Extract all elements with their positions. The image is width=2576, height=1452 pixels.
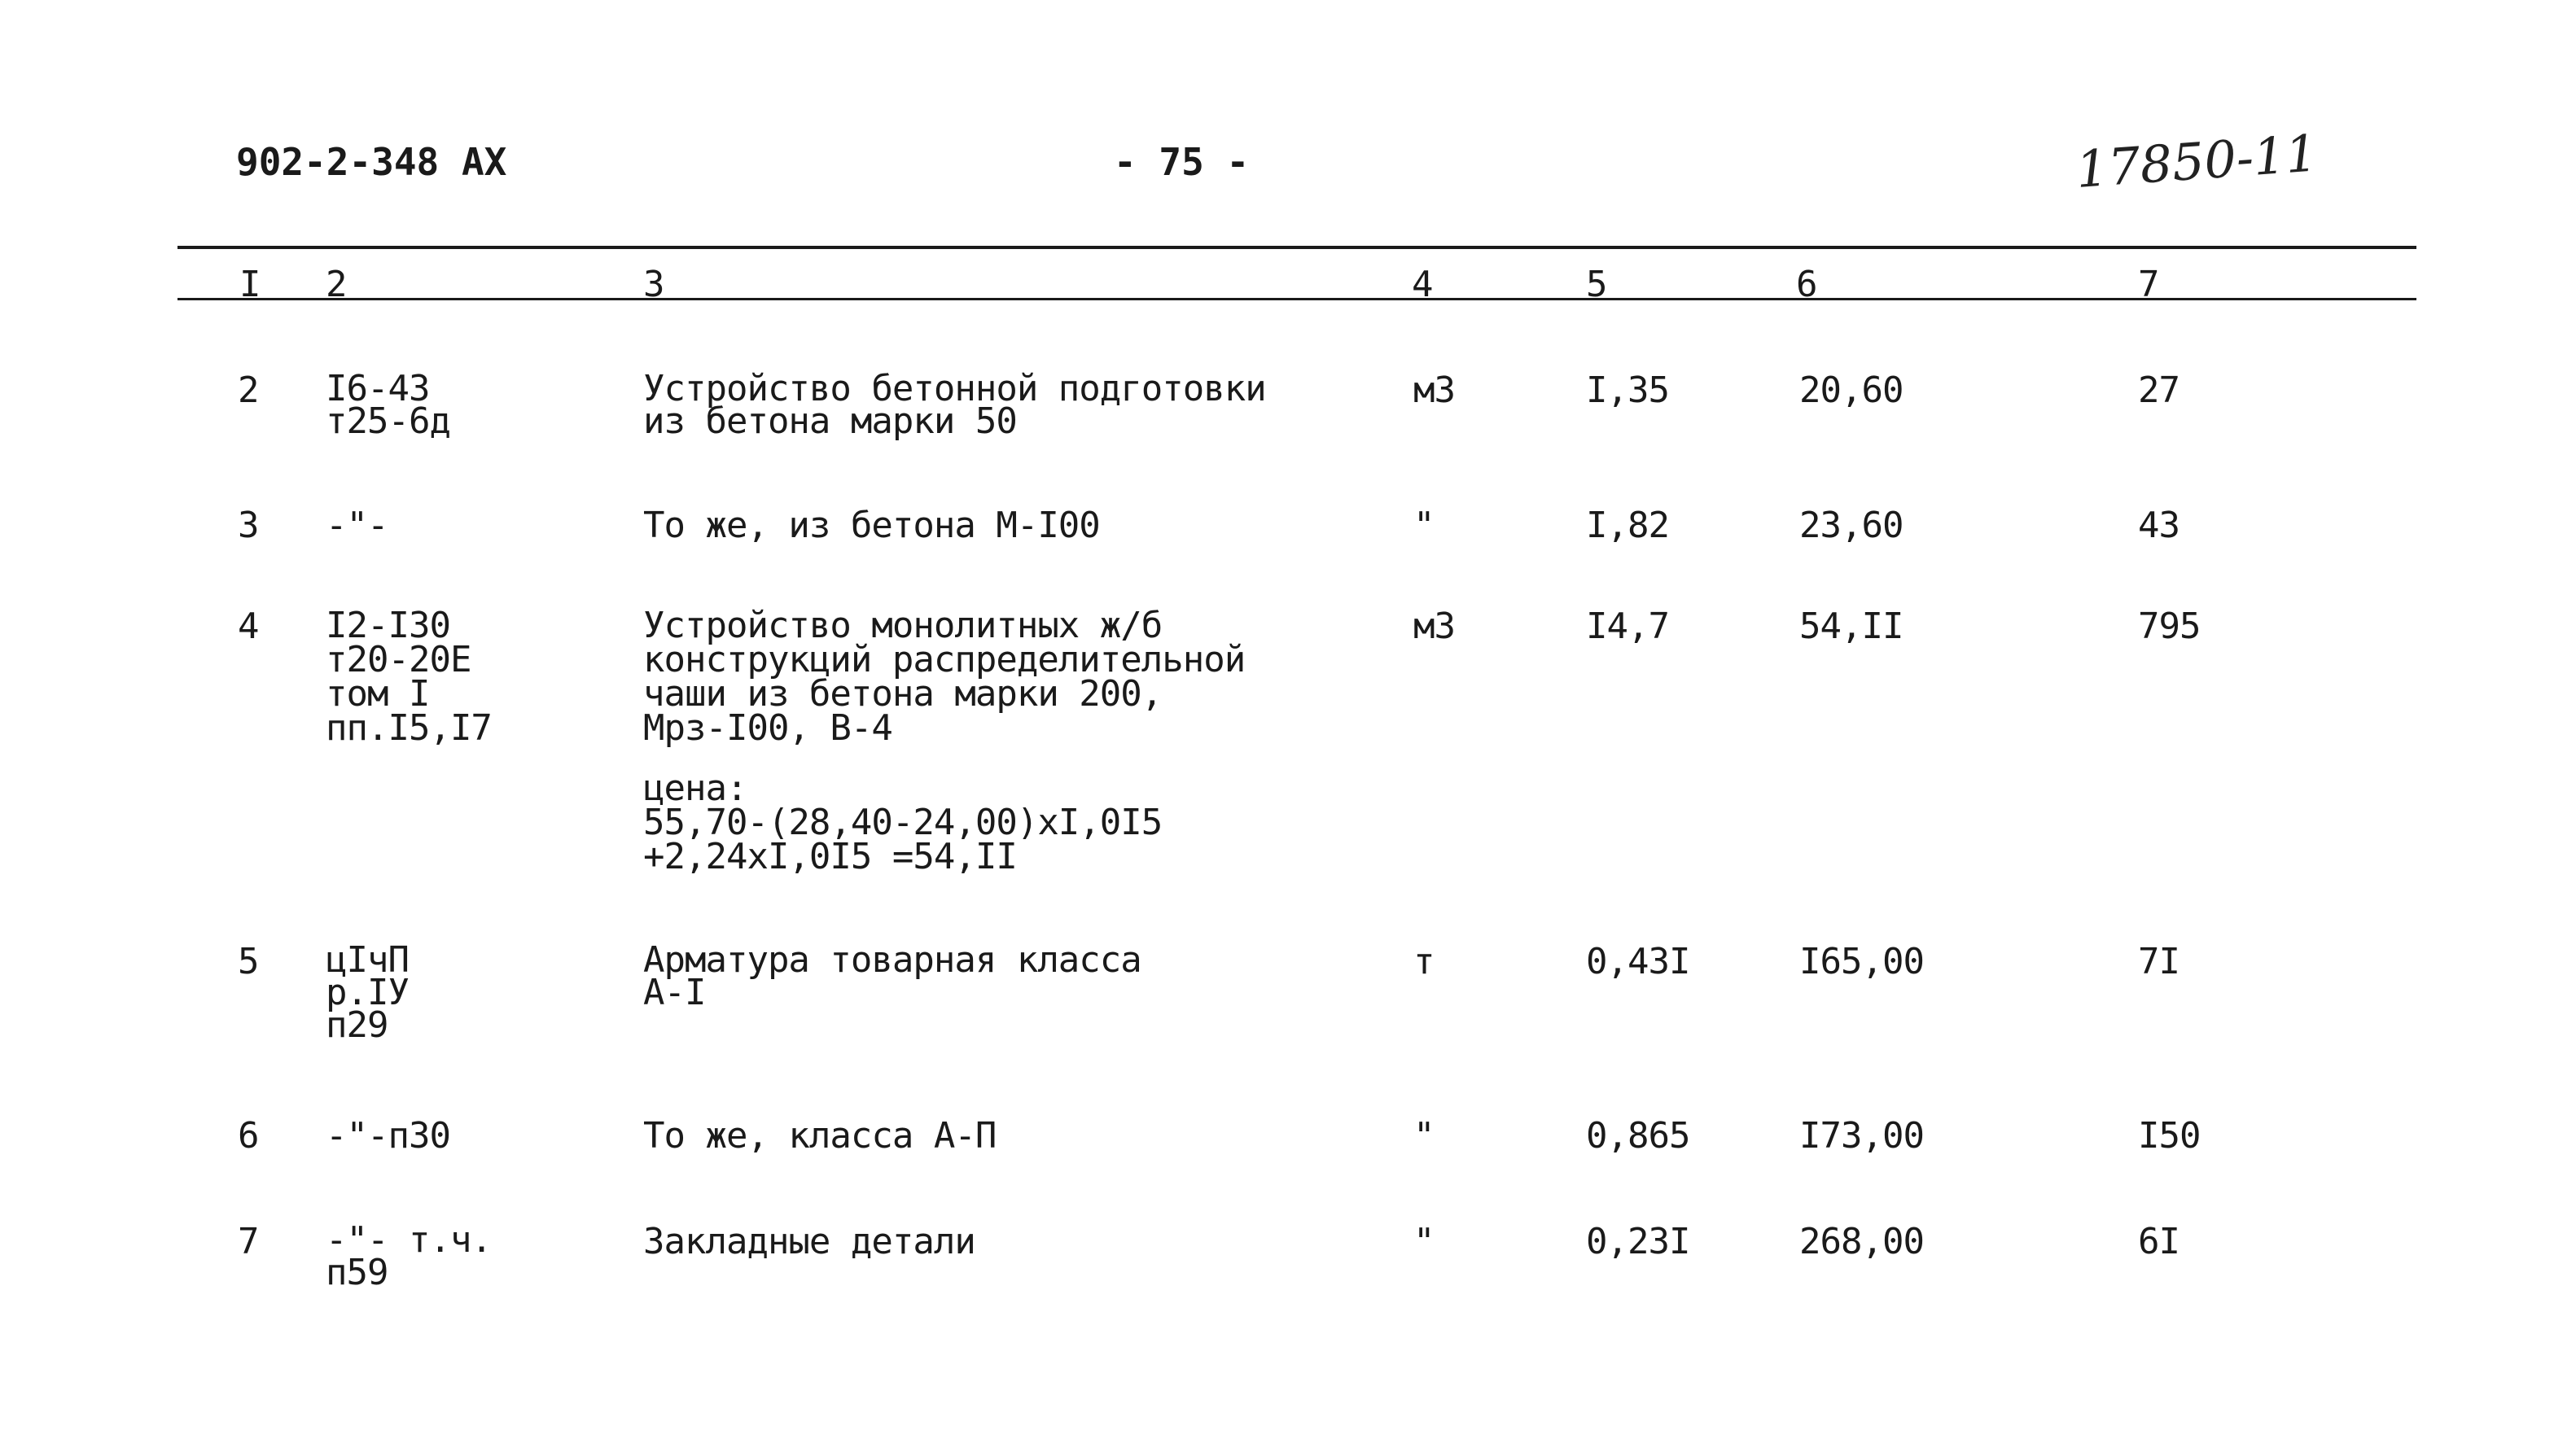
- row-quantity: 0,23I: [1586, 1221, 1690, 1262]
- row-unit: м3: [1413, 606, 1455, 647]
- column-number: 7: [2138, 264, 2160, 305]
- row-quantity: I,35: [1586, 370, 1669, 411]
- row-unit: ": [1413, 1115, 1435, 1157]
- row-unit-price: I65,00: [1799, 941, 1924, 982]
- row-description: Устройство бетонной подготовки из бетона марки 50: [643, 368, 1266, 442]
- row-quantity: 0,865: [1586, 1115, 1690, 1157]
- column-number: 2: [326, 264, 348, 305]
- table-header-rule: [177, 298, 2416, 300]
- column-number: 4: [1412, 264, 1434, 305]
- column-number: 3: [643, 264, 665, 305]
- row-unit-price: I73,00: [1799, 1115, 1924, 1157]
- page-number: - 75 -: [1114, 140, 1250, 184]
- column-number: 5: [1586, 264, 1608, 305]
- column-number: 6: [1796, 264, 1818, 305]
- row-unit: м3: [1413, 370, 1455, 411]
- row-total: 7I: [2138, 941, 2180, 982]
- row-unit-price: 268,00: [1799, 1221, 1924, 1262]
- row-number: 7: [238, 1221, 259, 1262]
- table-top-rule: [177, 246, 2416, 249]
- row-reference: -"-: [326, 505, 388, 546]
- row-number: 2: [238, 370, 259, 411]
- row-total: I50: [2138, 1115, 2201, 1157]
- row-description: Устройство монолитных ж/б конструкций распределительной чаши из бетона марки 200, Мрз-I00, В-4: [643, 605, 1246, 749]
- row-total: 27: [2138, 370, 2180, 411]
- row-unit: ": [1413, 1221, 1435, 1262]
- row-total: 43: [2138, 505, 2180, 546]
- row-price-calculation: цена: 55,70-(28,40-24,00)хI,0I5 +2,24хI,0I5 =54,II: [643, 768, 1163, 877]
- row-reference: -"- т.ч. п59: [326, 1219, 492, 1293]
- row-number: 6: [238, 1115, 259, 1157]
- row-unit-price: 23,60: [1799, 505, 1904, 546]
- row-description: То же, класса А-П: [643, 1115, 997, 1157]
- row-reference: цIчП р.IУ п29: [326, 939, 409, 1046]
- row-number: 5: [238, 941, 259, 982]
- row-unit-price: 20,60: [1799, 370, 1904, 411]
- row-reference: I2-I30 т20-20Е том I пп.I5,I7: [326, 605, 492, 749]
- row-quantity: 0,43I: [1586, 941, 1690, 982]
- document-code: 902-2-348 АХ: [236, 140, 507, 184]
- row-total: 795: [2138, 606, 2201, 647]
- row-unit: ": [1413, 505, 1435, 546]
- row-reference: -"-п30: [326, 1115, 450, 1157]
- row-total: 6I: [2138, 1221, 2180, 1262]
- row-number: 4: [238, 606, 259, 647]
- row-unit: т: [1413, 941, 1435, 982]
- handwritten-archive-number: 17850-11: [2074, 123, 2320, 199]
- row-description: То же, из бетона М-I00: [643, 505, 1100, 546]
- row-description: Закладные детали: [643, 1221, 975, 1262]
- row-unit-price: 54,II: [1799, 606, 1904, 647]
- row-number: 3: [238, 505, 259, 546]
- row-reference: I6-43 т25-6д: [326, 368, 450, 442]
- column-number: I: [239, 264, 261, 305]
- row-description: Арматура товарная класса А-I: [643, 939, 1141, 1013]
- row-quantity: I4,7: [1586, 606, 1669, 647]
- row-quantity: I,82: [1586, 505, 1669, 546]
